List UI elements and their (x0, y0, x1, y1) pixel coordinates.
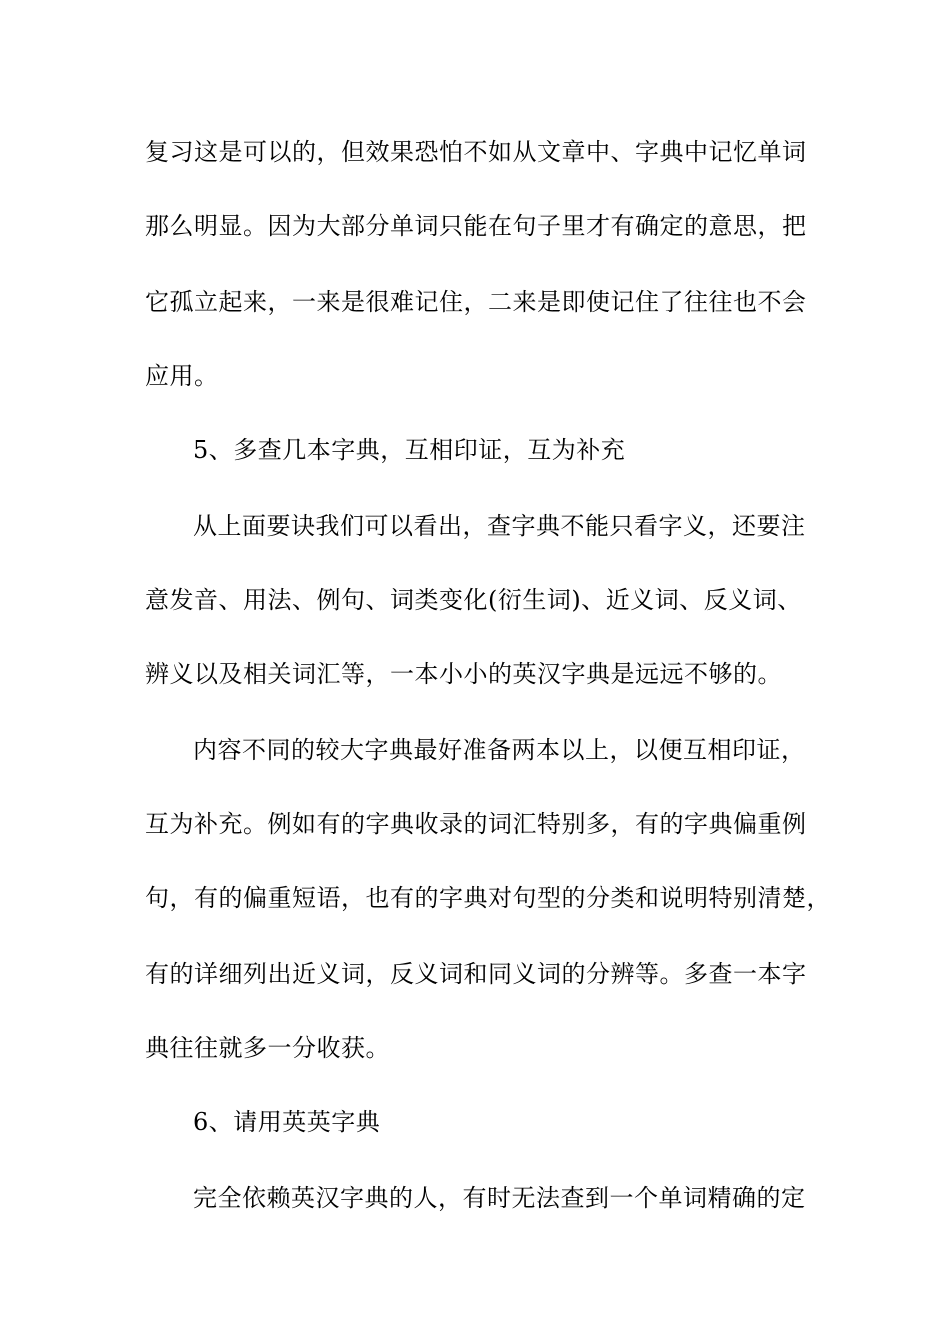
text-line: 典往往就多一分收获。 (145, 1034, 390, 1062)
text-line: 从上面要诀我们可以看出，查字典不能只看字义，还要注 (193, 512, 806, 540)
text-line: 内容不同的较大字典最好准备两本以上，以便互相印证， (193, 736, 806, 764)
text-line: 它孤立起来，一来是很难记住，二来是即使记住了往往也不会 (145, 288, 807, 316)
text-line: 有的详细列出近义词，反义词和同义词的分辨等。多查一本字 (145, 960, 807, 988)
section-heading: 6、请用英英字典 (193, 1108, 381, 1136)
text-line: 句，有的偏重短语，也有的字典对句型的分类和说明特别清楚， (145, 884, 831, 912)
text-line: 互为补充。例如有的字典收录的词汇特别多，有的字典偏重例 (145, 810, 807, 838)
section-heading: 5、多查几本字典，互相印证，互为补充 (193, 436, 626, 464)
text-line: 辨义以及相关词汇等，一本小小的英汉字典是远远不够的。 (145, 660, 782, 688)
text-line: 那么明显。因为大部分单词只能在句子里才有确定的意思，把 (145, 212, 807, 240)
text-line: 复习这是可以的，但效果恐怕不如从文章中、字典中记忆单词 (145, 138, 807, 166)
text-line: 完全依赖英汉字典的人，有时无法查到一个单词精确的定 (193, 1184, 806, 1212)
text-line: 意发音、用法、例句、词类变化(衍生词)、近义词、反义词、 (145, 586, 802, 614)
text-line: 应用。 (145, 362, 219, 390)
